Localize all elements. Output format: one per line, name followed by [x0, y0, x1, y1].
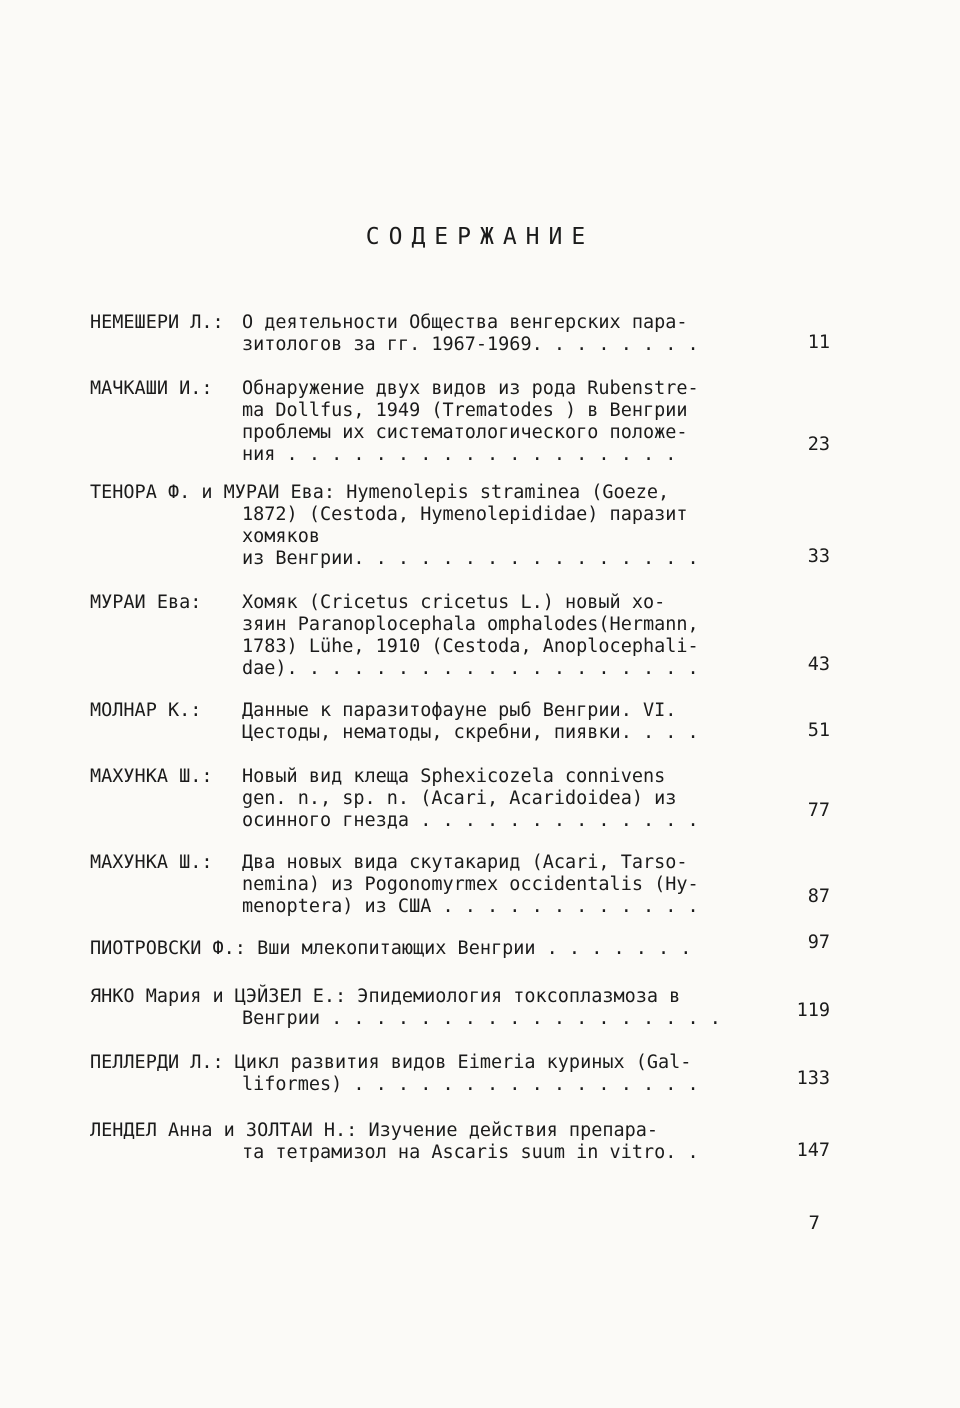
toc-title-line: та тетрамизол на Ascaris suum in vitro. .: [242, 1142, 699, 1163]
toc-title-line: ПИОТРОВСКИ Ф.: Вши млекопитающих Венгрии . . . . . . .: [90, 938, 692, 959]
toc-title: [90, 1052, 730, 1096]
toc-title-line: Данные к паразитофауне рыб Венгрии. VI.: [242, 700, 677, 721]
toc-page-number: 33: [807, 546, 830, 567]
toc-title-line: nemina) из Pogonomyrmex occidentalis (Hy-: [242, 874, 699, 895]
toc-author: МАХУНКА Ш.:: [90, 852, 213, 873]
toc-title-line: dae). . . . . . . . . . . . . . . . . . .: [242, 658, 699, 679]
toc-title: [242, 766, 722, 832]
toc-page-number: 77: [807, 800, 830, 821]
toc-title-line: ЛЕНДЕЛ Анна и ЗОЛТАИ Н.: Изучение действия препара-: [90, 1120, 659, 1141]
toc-title-line: ния . . . . . . . . . . . . . . . . . .: [242, 444, 677, 465]
toc-author: НЕМЕШЕРИ Л.:: [90, 312, 224, 333]
toc-author: МАХУНКА Ш.:: [90, 766, 213, 787]
toc-title-line: осинного гнезда . . . . . . . . . . . . .: [242, 810, 699, 831]
toc-title-line: Хомяк (Cricetus cricetus L.) новый хо-: [242, 592, 666, 613]
toc-page-number: 51: [807, 720, 830, 741]
toc-title-line: 1783) Lühe, 1910 (Cestoda, Anoplocephali-: [242, 636, 699, 657]
toc-page-number: 43: [807, 654, 830, 675]
toc-title-line: Два новых вида скутакарид (Acari, Tarso-: [242, 852, 688, 873]
toc-title-line: 1872) (Cestoda, Hymenolepididae) паразит: [242, 504, 688, 525]
toc-page-number: 119: [796, 1000, 830, 1021]
toc-page-number: 97: [807, 932, 830, 953]
toc-title-line: Венгрии . . . . . . . . . . . . . . . . . .: [242, 1008, 721, 1029]
toc-page-number: 147: [796, 1140, 830, 1161]
toc-title-line: Цестоды, нематоды, скребни, пиявки. . . .: [242, 722, 699, 743]
toc-title-line: Обнаружение двух видов из рода Rubenstre-: [242, 378, 699, 399]
toc-title-line: Новый вид клеща Sphexicozela connivens: [242, 766, 666, 787]
toc-title-line: menoptera) из США . . . . . . . . . . . .: [242, 896, 699, 917]
toc-author: ТЕНОРА Ф. и МУРАИ Ева:: [90, 482, 336, 503]
toc-page-number: 133: [796, 1068, 830, 1089]
toc-page-number: 23: [807, 434, 830, 455]
toc-author: МОЛНАР К.:: [90, 700, 202, 721]
toc-author: МАЧКАШИ И.:: [90, 378, 213, 399]
toc-title-line: gen. n., sp. n. (Acari, Acaridoidea) из: [242, 788, 677, 809]
toc-title-line: хомяков: [242, 526, 320, 547]
toc-title-line: ЯНКО Мария и ЦЭЙЗЕЛ Е.: Эпидемиология токсоплазмоза в: [90, 986, 681, 1007]
toc-title: [90, 986, 730, 1030]
toc-title-line: зяин Paranoplocephala omphalodes(Hermann,: [242, 614, 699, 635]
toc-title-line: liformes) . . . . . . . . . . . . . . . .: [242, 1074, 699, 1095]
toc-title: [90, 482, 730, 570]
toc-title-line: О деятельности Общества венгерских пара-: [242, 312, 688, 333]
toc-title-line: Hymenolepis straminea (Goeze,: [346, 482, 670, 503]
toc-title: [242, 700, 722, 744]
page-number: 7: [808, 1212, 820, 1234]
toc-title: [242, 852, 722, 918]
toc-title-line: из Венгрии. . . . . . . . . . . . . . . .: [242, 548, 699, 569]
toc-title: [242, 312, 722, 356]
toc-title-line: ПЕЛЛЕРДИ Л.: Цикл развития видов Eimeria куриных (Gal-: [90, 1052, 692, 1073]
toc-title: [242, 592, 722, 680]
toc-title-line: ma Dollfus, 1949 (Trematodes ) в Венгрии: [242, 400, 688, 421]
toc-title-line: зитологов за гг. 1967-1969. . . . . . . .: [242, 334, 699, 355]
toc-author: МУРАИ Ева:: [90, 592, 202, 613]
toc-title: [90, 1120, 730, 1164]
toc-title: [242, 378, 722, 466]
page-title: СОДЕРЖАНИЕ: [365, 224, 595, 250]
toc-page-number: 11: [807, 332, 830, 353]
toc-title: [90, 938, 730, 960]
toc-title-line: проблемы их систематологического положе-: [242, 422, 688, 443]
toc-page-number: 87: [807, 886, 830, 907]
